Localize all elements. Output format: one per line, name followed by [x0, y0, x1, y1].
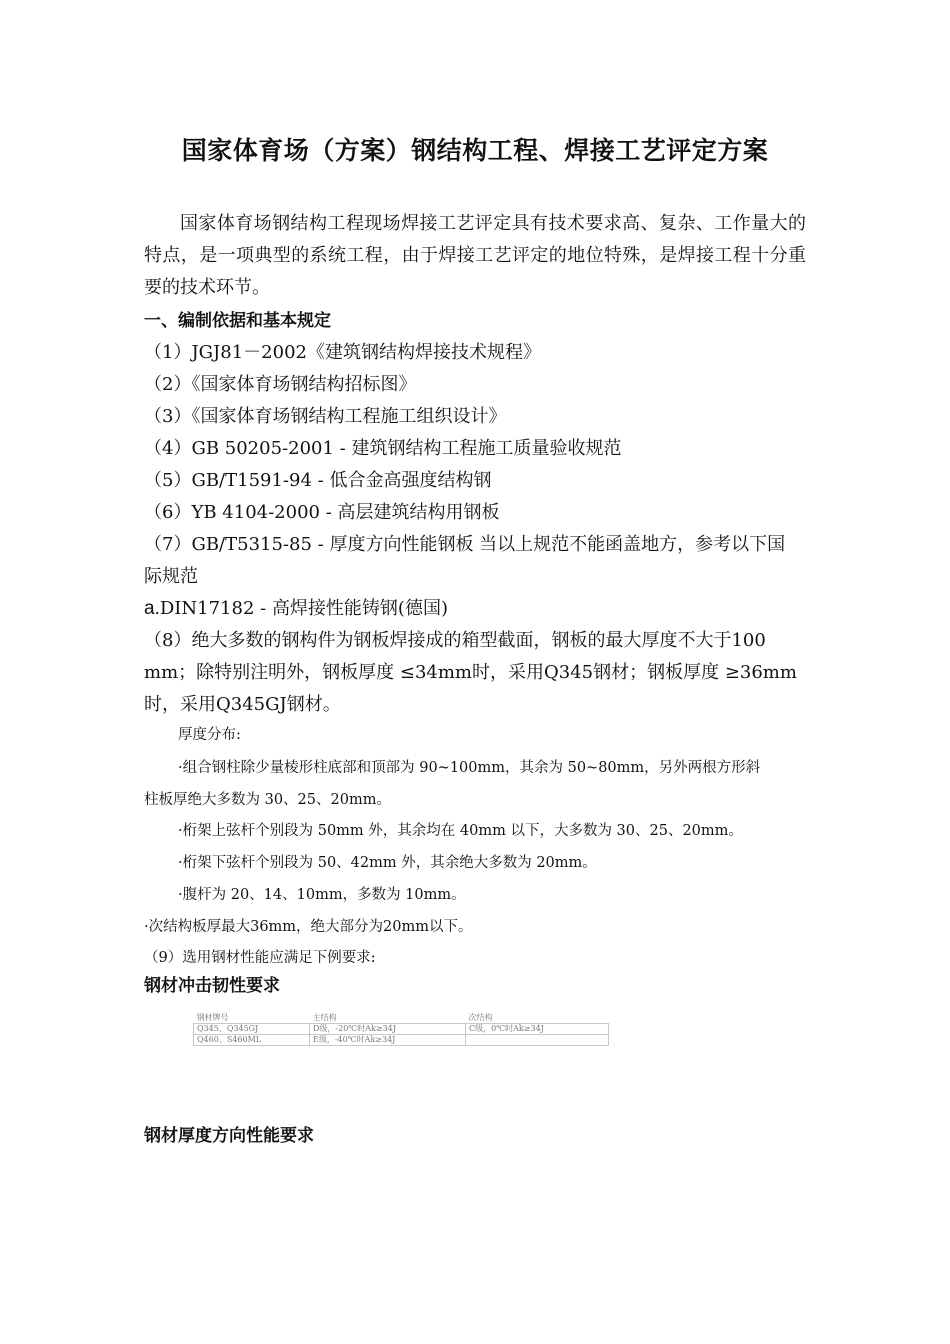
list-item: （6）YB 4104-2000 - 高层建筑结构用钢板 [144, 502, 500, 523]
table-cell [466, 1035, 609, 1046]
list-item: （5）GB/T1591-94 - 低合金高强度结构钢 [144, 470, 492, 491]
thickness-direction-heading: 钢材厚度方向性能要求 [144, 1126, 314, 1146]
table-cell: D级，-20℃时Ak≥34J [310, 1024, 466, 1035]
table-header-row [194, 1013, 609, 1024]
distribution-item: ·桁架下弦杆个别段为 50、42mm 外，其余绝大多数为 20mm。 [178, 855, 597, 871]
list-item: （8）绝大多数的钢构件为钢板焊接成的箱型截面，钢板的最大厚度不大于100 [144, 630, 766, 651]
list-item-a [144, 593, 812, 625]
table-cell: Q345、Q345GJ [194, 1024, 310, 1035]
document-title: 国家体育场（方案）钢结构工程、焊接工艺评定方案 [181, 136, 769, 165]
table-cell: Q460、S460ML [194, 1035, 310, 1046]
list-item: （9）选用钢材性能应满足下例要求: [144, 950, 376, 966]
list-item: （1）JGJ81－2002《建筑钢结构焊接技术规程》 [144, 342, 541, 363]
distribution-item-continuation: 柱板厚绝大多数为 30、25、20mm。 [144, 792, 391, 808]
list-item-continuation: 际规范 [144, 566, 198, 587]
distribution-item: ·桁架上弦杆个别段为 50mm 外，其余均在 40mm 以下，大多数为 30、25、20mm。 [178, 823, 743, 839]
distribution-item: ·腹杆为 20、14、10mm，多数为 10mm。 [178, 887, 466, 903]
list-item: （2）《国家体育场钢结构招标图》 [144, 374, 417, 395]
impact-toughness-table [193, 1013, 609, 1046]
distribution-item: ·组合钢柱除少量棱形柱底部和顶部为 90~100mm，其余为 50~80mm，另外两根方形斜 [178, 760, 761, 776]
list-item-continuation: mm；除特别注明外，钢板厚度 ≤34mm时，采用Q345钢材；钢板厚度 ≥36mm [144, 662, 797, 683]
table-header-cell: 主结构 [310, 1013, 466, 1024]
item-a-prefix: a. [144, 598, 160, 619]
list-item: （4）GB 50205-2001 - 建筑钢结构工程施工质量验收规范 [144, 438, 622, 459]
section-heading: 一、编制依据和基本规定 [144, 311, 331, 331]
intro-paragraph: 国家体育场钢结构工程现场焊接工艺评定具有技术要求高、复杂、工作量大的特点，是一项典型的系统工程，由于焊接工艺评定的地位特殊，是焊接工程十分重要的技术环节。 [144, 213, 806, 298]
table-row [194, 1024, 609, 1035]
table-header-cell: 钢材牌号 [194, 1013, 310, 1024]
list-item: （7）GB/T5315-85 - 厚度方向性能钢板 当以上规范不能函盖地方，参考以下国 [144, 534, 786, 555]
thickness-label: 厚度分布: [178, 727, 241, 743]
table-cell: E级，-40℃时Ak≥34J [310, 1035, 466, 1046]
table-row [194, 1035, 609, 1046]
table-cell: C级，0℃时Ak≥34J [466, 1024, 609, 1035]
distribution-item: ·次结构板厚最大36mm，绝大部分为20mm以下。 [144, 919, 473, 935]
table-header-cell: 次结构 [466, 1013, 609, 1024]
impact-heading: 钢材冲击韧性要求 [144, 976, 280, 996]
list-item-continuation: 时，采用Q345GJ钢材。 [144, 694, 341, 715]
item-a-text: DIN17182 - 高焊接性能铸钢(德国) [159, 598, 448, 619]
list-item: （3）《国家体育场钢结构工程施工组织设计》 [144, 406, 507, 427]
